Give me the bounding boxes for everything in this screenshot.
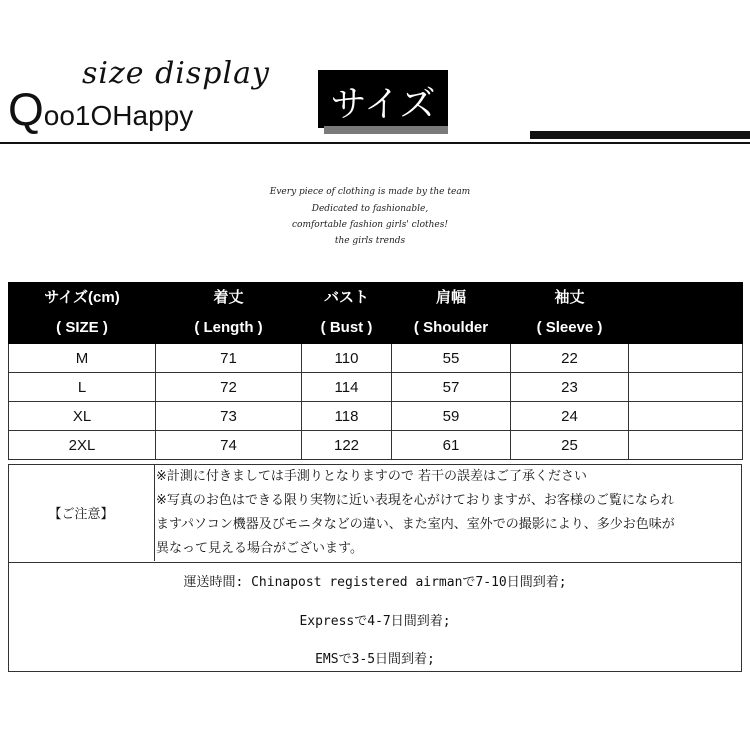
table-cell: 2XL [9,431,156,460]
table-row [9,344,743,373]
header-size: サイズ(cm) ( SIZE ) [9,283,156,344]
size-badge [318,70,448,128]
table-cell: M [9,344,156,373]
note-line: 異なって見える場合がございます。 [156,541,363,556]
tagline-line: Every piece of clothing is made by the team [269,187,471,197]
header-accent-bar [530,131,750,139]
table-cell [629,431,743,460]
note-line: ますパソコン機器及びモニタなどの違い、また室内、室外での撮影により、多少お色味が [156,517,675,532]
table-cell [629,373,743,402]
header-length: 着丈 ( Length ) [156,283,302,344]
table-cell: 23 [511,373,629,402]
header-shoulder: 肩幅 ( Shoulder [392,283,511,344]
table-header-row [9,283,743,344]
size-table [8,282,743,460]
table-cell: 59 [392,402,511,431]
shipping-line: 運送時間: Chinapost registered airmanで7-10日間到着; [183,575,567,590]
table-cell: 73 [156,402,302,431]
table-cell: 72 [156,373,302,402]
note-line: ※計測に付きましては手測りとなりますので 若干の誤差はご了承ください [156,469,588,484]
table-cell: 118 [302,402,392,431]
shipping-line: EMSで3-5日間到着; [315,652,435,667]
header-empty [629,283,743,344]
table-cell: 61 [392,431,511,460]
tagline-line: Dedicated to fashionable, [311,204,429,214]
shipping-line: Expressで4-7日間到着; [299,614,451,629]
table-cell: 71 [156,344,302,373]
table-row [9,373,743,402]
badge-shadow [324,126,448,134]
logo-text: oo1OHappy [43,100,194,131]
table-cell: 24 [511,402,629,431]
header-divider [0,142,750,144]
header-bust: バスト ( Bust ) [302,283,392,344]
table-cell: 25 [511,431,629,460]
table-cell [629,344,743,373]
logo-initial: Q [8,83,44,135]
header-sleeve: 袖丈 ( Sleeve ) [511,283,629,344]
tagline-line: the girls trends [334,236,406,246]
table-cell: 74 [156,431,302,460]
notes-label: 【ご注意】 [8,464,155,561]
note-line: ※写真のお色はできる限り実物に近い表現を心がけておりますが、お客様のご覧になられ [156,493,674,508]
table-cell [629,402,743,431]
table-cell: 110 [302,344,392,373]
table-cell: XL [9,402,156,431]
table-row [9,402,743,431]
table-cell: 22 [511,344,629,373]
tagline-line: comfortable fashion girls' clothes! [291,220,448,230]
notes-text [156,465,740,561]
table-cell: L [9,373,156,402]
script-title: size display [82,56,270,91]
table-row [9,431,743,460]
table-cell: 114 [302,373,392,402]
brand-logo [8,82,193,136]
size-badge-label: サイズ [330,84,436,125]
table-cell: 122 [302,431,392,460]
table-cell: 57 [392,373,511,402]
table-cell: 55 [392,344,511,373]
